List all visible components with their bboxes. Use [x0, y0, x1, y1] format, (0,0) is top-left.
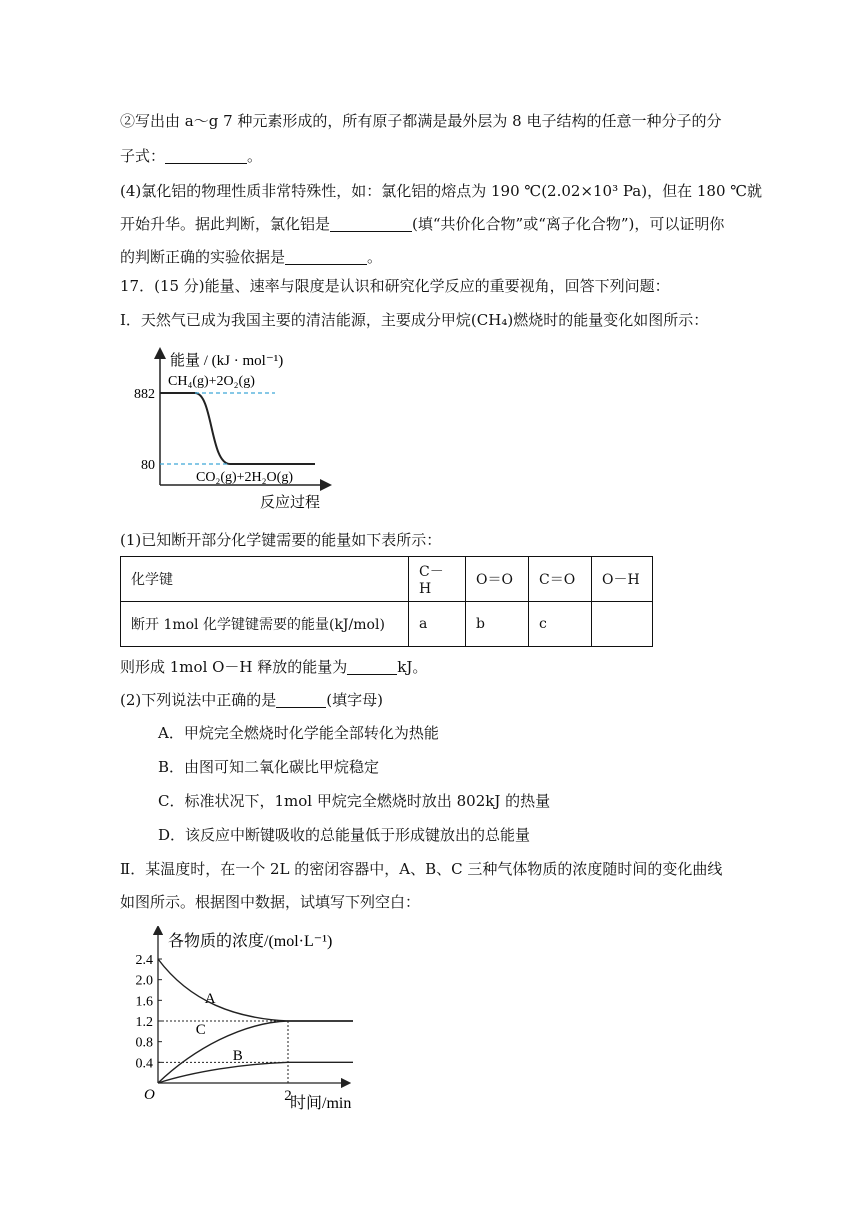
- q16-p4-line1: (4)氯化铝的物理性质非常特殊性，如：氯化铝的熔点为 190 ℃(2.02×10³ Pa)，但在 180 ℃就: [120, 182, 763, 200]
- x-tick-label: 2: [284, 1088, 292, 1104]
- series-line-b: [158, 1062, 353, 1083]
- table-cell: C－H: [409, 557, 466, 602]
- reactants-label: CH₄(g)+2O₂(g): [168, 374, 255, 389]
- x-axis-label: 反应过程: [260, 495, 321, 511]
- option-d: D．该反应中断键吸收的总能量低于形成键放出的总能量: [158, 826, 531, 844]
- q16-p4-line3a: 的判断正确的实验依据是: [120, 248, 286, 266]
- q1-after-a: 则形成 1mol O－H 释放的能量为: [120, 658, 348, 676]
- q16-p4-line3b: 。: [367, 248, 383, 266]
- y-tick-label: 882: [134, 387, 155, 402]
- energy-diagram: [120, 345, 340, 517]
- q16-p4-line2: [120, 214, 724, 234]
- option-c: C．标准状况下，1mol 甲烷完全燃烧时放出 802kJ 的热量: [158, 792, 551, 810]
- table-cell: 断开 1mol 化学键键需要的能量(kJ/mol): [121, 602, 409, 647]
- origin-label: O: [144, 1087, 155, 1103]
- x-axis-label: 时间/min: [290, 1095, 352, 1112]
- q17-heading: 17．(15 分)能量、速率与限度是认识和研究化学反应的重要视角，回答下列问题：: [120, 277, 670, 295]
- part2-line2: 如图所示。根据图中数据，试填写下列空白：: [120, 893, 421, 911]
- y-tick-label: 0.8: [135, 1035, 153, 1051]
- table-cell: C＝O: [529, 557, 592, 602]
- series-label-b: B: [232, 1047, 243, 1064]
- y-tick-label: 0.4: [135, 1056, 153, 1072]
- y-tick-label: 2.4: [135, 953, 153, 968]
- series-line-c: [158, 1021, 353, 1083]
- y-axis-label: 各物质的浓度/(mol·L⁻¹): [168, 933, 333, 950]
- series-label-c: C: [195, 1021, 206, 1038]
- table-cell: c: [529, 602, 592, 647]
- concentration-chart: [124, 926, 364, 1116]
- option-b: B．由图可知二氧化碳比甲烷稳定: [158, 758, 380, 776]
- q16-p4-line3: [120, 247, 382, 267]
- part1-text-b: )燃烧时的能量变化如图所示：: [507, 311, 709, 329]
- series-label-a: A: [204, 990, 216, 1007]
- y-tick-label: 2.0: [135, 973, 153, 989]
- q16-p2-label: 子式：: [120, 147, 166, 165]
- part1-formula: CH₄: [476, 311, 508, 329]
- answer-blank[interactable]: [285, 248, 367, 265]
- q16-p2-end: 。: [247, 147, 263, 165]
- q2-intro-text: (2)下列说法中正确的是: [120, 691, 277, 709]
- q17-part1: [120, 310, 708, 330]
- answer-blank[interactable]: [276, 691, 326, 708]
- q16-p2-line1: ②写出由 a～g 7 种元素形成的，所有原子都满是最外层为 8 电子结构的任意一种分子的分: [120, 112, 722, 130]
- option-a: A．甲烷完全燃烧时化学能全部转化为热能: [158, 724, 439, 742]
- q16-p4-line2a: 开始升华。据此判断，氯化铝是: [120, 215, 331, 233]
- table-cell: O－H: [592, 557, 653, 602]
- q1-after: [120, 657, 427, 677]
- table-header-row: [121, 557, 653, 602]
- q16-p2-line2: [120, 146, 262, 166]
- part1-text-a: Ⅰ．天然气已成为我国主要的清洁能源，主要成分甲烷(: [120, 311, 477, 329]
- q1-intro: (1)已知断开部分化学键需要的能量如下表所示：: [120, 531, 442, 549]
- q2-suffix: (填字母): [326, 691, 383, 709]
- q16-p4-line2b: (填“共价化合物”或“离子化合物”)，可以证明你: [412, 215, 725, 233]
- answer-blank[interactable]: [330, 215, 412, 232]
- products-label: CO₂(g)+2H₂O(g): [196, 470, 293, 485]
- table-cell: a: [409, 602, 466, 647]
- q2-intro: [120, 690, 383, 710]
- series-line-a: [158, 959, 353, 1021]
- y-axis-label: 能量 / (kJ · mol⁻¹): [170, 353, 284, 369]
- y-tick-label: 1.6: [135, 994, 153, 1010]
- answer-blank[interactable]: [347, 658, 397, 675]
- table-cell: [592, 602, 653, 647]
- table-cell: 化学键: [121, 557, 409, 602]
- table-cell: O＝O: [466, 557, 529, 602]
- answer-blank[interactable]: [165, 147, 247, 164]
- y-tick-label: 80: [141, 458, 155, 473]
- y-tick-label: 1.2: [135, 1015, 153, 1030]
- table-row: [121, 602, 653, 647]
- q1-after-b: kJ。: [397, 658, 428, 676]
- bond-energy-table: [120, 556, 653, 647]
- part2-line1: Ⅱ．某温度时，在一个 2L 的密闭容器中，A、B、C 三种气体物质的浓度随时间的变化曲线: [120, 860, 723, 878]
- table-cell: b: [466, 602, 529, 647]
- energy-curve: [160, 393, 315, 464]
